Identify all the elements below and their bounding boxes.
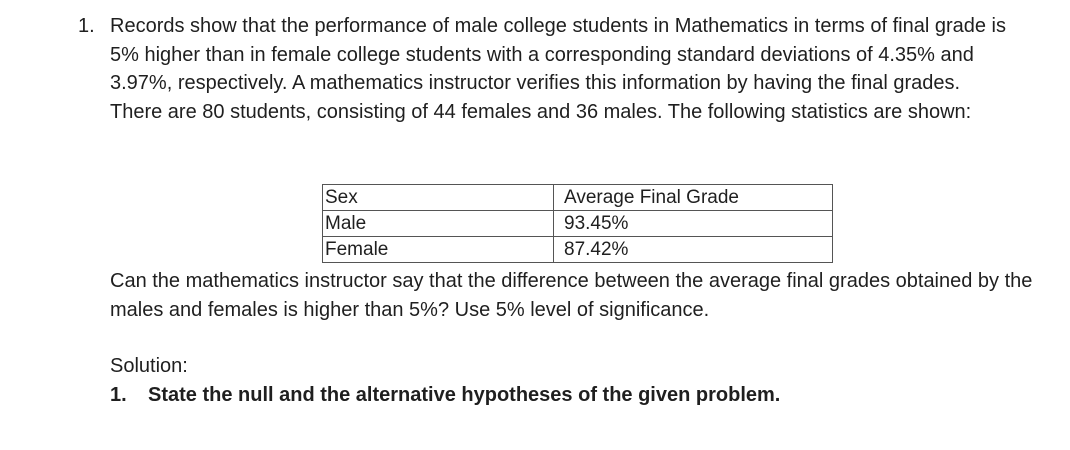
question-text: Can the mathematics instructor say that the difference between the average final grades obtained by the males and females is higher than 5%? Use 5% level of significance. (110, 270, 1033, 321)
problem-number: 1. (78, 15, 95, 37)
row-male-grade: 93.45% (554, 211, 833, 237)
solution-heading: Solution: (110, 355, 188, 377)
step-number: 1. (110, 384, 127, 406)
row-male-sex: Male (323, 211, 554, 237)
header-average-final-grade: Average Final Grade (554, 185, 833, 211)
row-female-sex: Female (323, 237, 554, 263)
problem-text: Records show that the performance of male college students in Mathematics in terms of final grade is 5% higher than in female college students with a corresponding standard deviations of 4.35% and 3.97%, respectively. A mathematics instructor verifies this information by having the final grades. There are 80 students, consisting of 44 females and 36 males. The following statistics are shown: (110, 15, 1006, 123)
table-header-row (323, 185, 833, 211)
statistics-table (322, 184, 833, 263)
solution-step-1 (110, 381, 780, 409)
table-row (323, 237, 833, 263)
header-sex: Sex (323, 185, 554, 211)
step-text: State the null and the alternative hypotheses of the given problem. (148, 384, 781, 406)
row-female-grade: 87.42% (554, 237, 833, 263)
table-row (323, 211, 833, 237)
